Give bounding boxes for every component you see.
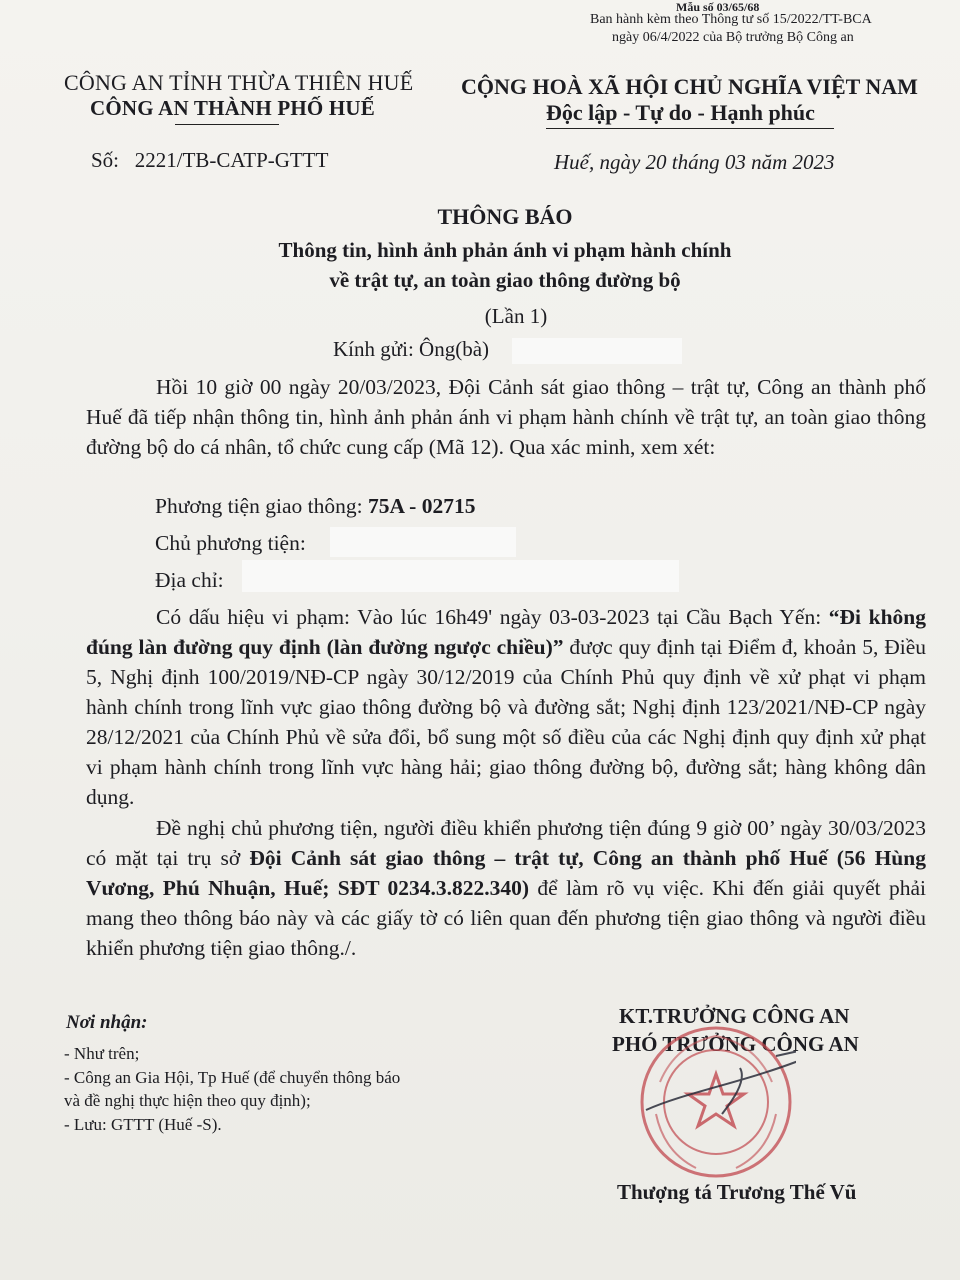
office-address: Đội Cảnh sát giao thông – trật tự, Công an thành phố Huế (56 Hùng Vương, Phú Nhuận, Huế; SĐT 0234.3.822.340) xyxy=(86,846,926,900)
redacted-name xyxy=(512,338,682,364)
motto: Độc lập - Tự do - Hạnh phúc xyxy=(546,100,815,125)
notice-times: (Lần 1) xyxy=(484,304,548,328)
vehicle-label: Phương tiện giao thông: xyxy=(155,494,368,518)
signature-title-1: KT.TRƯỞNG CÔNG AN xyxy=(619,1004,850,1028)
owner-field xyxy=(155,531,306,556)
request-rest: để làm rõ vụ việc. Khi đến giải quyết phải mang theo thông báo này và các giấy tờ có liên quan đến phương tiện giao thông và người điều khiển phương tiện giao thông./. xyxy=(86,876,926,960)
country-name: CỘNG HOÀ XÃ HỘI CHỦ NGHĨA VIỆT NAM xyxy=(461,74,918,99)
redacted-owner xyxy=(330,527,516,557)
paragraph-request xyxy=(86,813,926,963)
org-parent: CÔNG AN TỈNH THỪA THIÊN HUẾ xyxy=(64,70,414,95)
form-number: Mẫu số 03/65/68 xyxy=(676,0,760,14)
signature-title-2: PHÓ TRƯỞNG CÔNG AN xyxy=(612,1032,859,1056)
salutation: Kính gửi: Ông(bà) xyxy=(333,337,490,361)
paragraph-intro-text: Hồi 10 giờ 00 ngày 20/03/2023, Đội Cảnh sát giao thông – trật tự, Công an thành phố Huế đã tiếp nhận thông tin, hình ảnh phản ánh vi phạm hành chính về trật tự, an toàn giao thông đường bộ do cá nhân, tổ chức cung cấp (Mã 12). Qua xác minh, xem xét: xyxy=(86,375,926,459)
org-underline xyxy=(175,124,279,125)
document-number: Số: 2221/TB-CATP-GTTT xyxy=(91,148,329,172)
request-lead: Đề nghị chủ phương tiện, người điều khiển phương tiện đúng 9 giờ 00’ ngày 30/03/2023 có mặt tại trụ sở xyxy=(86,816,926,870)
issued-date: ngày 06/4/2022 của Bộ trưởng Bộ Công an xyxy=(612,30,854,45)
recipients-title: Nơi nhận: xyxy=(66,1012,148,1033)
violation-description: “Đi không đúng làn đường quy định (làn đường ngược chiều)” xyxy=(86,605,927,659)
redacted-address xyxy=(242,560,679,592)
violation-legal-basis: được quy định tại Điểm đ, khoản 5, Điều 5, Nghị định 100/2019/NĐ-CP ngày 30/12/2019 của Chính Phủ quy định về xử phạt vi phạm hành chính trong lĩnh vực giao thông đường bộ và đường sắt; Nghị định 123/2021/NĐ-CP ngày 28/12/2021 của Chính Phủ về sửa đổi, bổ sung một số điều của các Nghị định quy định xử phạt vi phạm hành chính trong lĩnh vực hàng hải; giao thông đường bộ, đường sắt; hàng không dân dụng. xyxy=(86,635,926,809)
place-date: Huế, ngày 20 tháng 03 năm 2023 xyxy=(554,150,835,174)
address-field xyxy=(155,568,224,593)
motto-underline xyxy=(546,128,834,129)
paragraph-violation xyxy=(86,602,926,812)
official-seal-stamp xyxy=(636,1022,796,1182)
recipient-item: - Công an Gia Hội, Tp Huế (để chuyển thông báo xyxy=(64,1068,401,1087)
violation-lead: Có dấu hiệu vi phạm: Vào lúc 16h49' ngày 03-03-2023 tại Cầu Bạch Yến: xyxy=(156,605,829,629)
vehicle-field xyxy=(155,494,475,519)
issued-with: Ban hành kèm theo Thông tư số 15/2022/TT-BCA xyxy=(590,12,872,27)
recipient-item: - Lưu: GTTT (Huế -S). xyxy=(64,1115,222,1134)
recipient-item: và đề nghị thực hiện theo quy định); xyxy=(64,1091,311,1110)
owner-label: Chủ phương tiện: xyxy=(155,531,306,555)
address-label: Địa chỉ: xyxy=(155,568,224,592)
document-subtitle-1: Thông tin, hình ảnh phản ánh vi phạm hành chính xyxy=(278,238,732,262)
vehicle-plate: 75A - 02715 xyxy=(367,494,476,518)
paragraph-intro xyxy=(86,372,926,462)
signer-name: Thượng tá Trương Thế Vũ xyxy=(617,1180,857,1204)
recipient-item: - Như trên; xyxy=(64,1044,140,1063)
document-subtitle-2: về trật tự, an toàn giao thông đường bộ xyxy=(329,268,681,292)
org-name: CÔNG AN THÀNH PHỐ HUẾ xyxy=(90,96,376,120)
document-title: THÔNG BÁO xyxy=(437,204,573,229)
